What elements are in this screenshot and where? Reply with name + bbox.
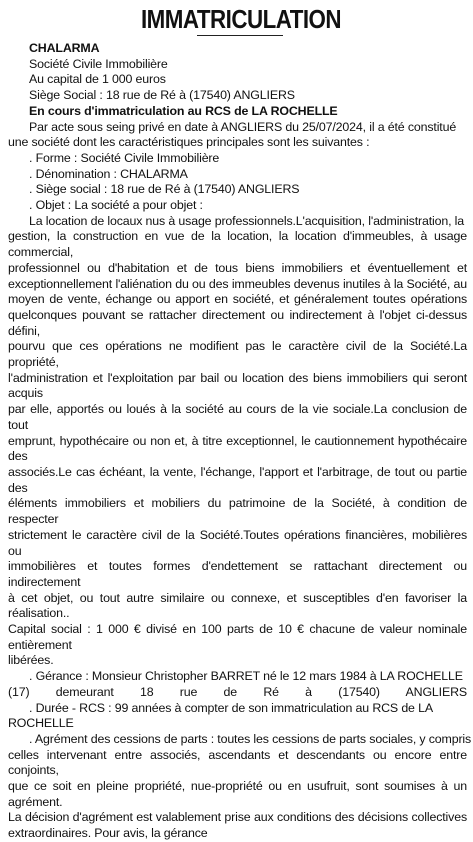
notice-line: Société Civile Immobilière	[29, 56, 168, 71]
notice-line: emprunt, hypothécaire ou non et, à titre exceptionnel, le cautionnement hypothécaire des	[8, 433, 467, 464]
notice-line: associés.Le cas échéant, la vente, l'échange, l'apport et l'arbitrage, de tout ou partie des	[8, 464, 467, 495]
notice-body	[8, 41, 472, 842]
notice-line: quelconques pouvant se rattacher directement ou indirectement à l'objet ci-dessus défini,	[8, 307, 467, 338]
notice-line: La location de locaux nus à usage professionnels.L'acquisition, l'administration, la	[29, 213, 465, 228]
notice-line: gestion, la construction en vue de la location, la location d'immeubles, à usage commercial,	[8, 229, 467, 260]
notice-line: (17) demeurant 18 rue de Ré à (17540) ANGLIERS	[8, 684, 467, 699]
notice-line: l'administration et l'exploitation par bail ou location des biens immobiliers qui seront acquis	[8, 370, 467, 401]
notice-line: celles intervenant entre associés, ascendants et descendants ou encore entre conjoints,	[8, 747, 467, 778]
notice-line: immobilières et toutes formes d'endettement se rattachant directement ou indirectement	[8, 559, 467, 589]
notice-line: . Agrément des cessions de parts : toutes les cessions de parts sociales, y compris	[29, 731, 472, 746]
notice-line: à cet objet, ou tout autre similaire ou connexe, et susceptibles d'en favoriser la réalisation..	[8, 590, 467, 621]
notice-line: par elle, apportés ou loués à la société au cours de la vie sociale.La conclusion de tout	[8, 402, 467, 432]
notice-line: Siège Social : 18 rue de Ré à (17540) ANGLIERS	[29, 88, 295, 103]
notice-line: exceptionnellement l'aliénation du ou des immeubles devenus inutiles à la Société, au	[8, 276, 467, 291]
notice-line: strictement le caractère civil de la Société.Toutes opérations financières, mobilières ou	[8, 527, 467, 558]
notice-line: . Durée - RCS : 99 années à compter de son immatriculation au RCS de LA	[29, 700, 433, 715]
title-underline	[197, 35, 283, 36]
notice-line: . Siège social : 18 rue de Ré à (17540) ANGLIERS	[29, 182, 300, 197]
notice-line: La décision d'agrément est valablement prise aux conditions des décisions collectives	[8, 810, 467, 825]
notice-line: éléments immobiliers et mobiliers du patrimoine de la Société, à condition de respecter	[8, 496, 467, 527]
notice-line: professionnel ou d'habitation et de tous biens immobiliers et éventuellement et	[8, 260, 467, 275]
notice-line: En cours d'immatriculation au RCS de LA ROCHELLE	[29, 103, 338, 118]
notice-line: libérées.	[8, 653, 54, 668]
notice-line: extraordinaires. Pour avis, la gérance	[8, 826, 208, 841]
notice-line: moyen de vente, échange ou apport en société, et généralement toutes opérations	[8, 292, 467, 307]
notice-line: une société dont les caractéristiques principales sont les suivantes :	[8, 135, 370, 150]
notice-line: Capital social : 1 000 € divisé en 100 parts de 10 € chacune de valeur nominale entièrement	[8, 622, 467, 652]
notice-line: Au capital de 1 000 euros	[29, 72, 166, 87]
notice-line: . Gérance : Monsieur Christopher BARRET né le 12 mars 1984 à LA ROCHELLE	[29, 669, 463, 684]
notice-title: IMMATRICULATION	[140, 4, 342, 34]
notice-line: que ce soit en pleine propriété, nue-propriété ou en usufruit, sont soumises à un agrément.	[8, 779, 467, 809]
notice-line: . Forme : Société Civile Immobilière	[29, 150, 220, 165]
notice-line: . Dénomination : CHALARMA	[29, 166, 188, 181]
notice-line: ROCHELLE	[8, 716, 74, 731]
notice-line: pourvu que ces opérations ne modifient pas le caractère civil de la Société.La propriété,	[8, 339, 467, 370]
notice-line: CHALARMA	[29, 41, 100, 55]
notice-line: . Objet : La société a pour objet :	[29, 198, 203, 213]
notice-line: Par acte sous seing privé en date à ANGLIERS du 25/07/2024, il a été constitué	[29, 119, 457, 134]
